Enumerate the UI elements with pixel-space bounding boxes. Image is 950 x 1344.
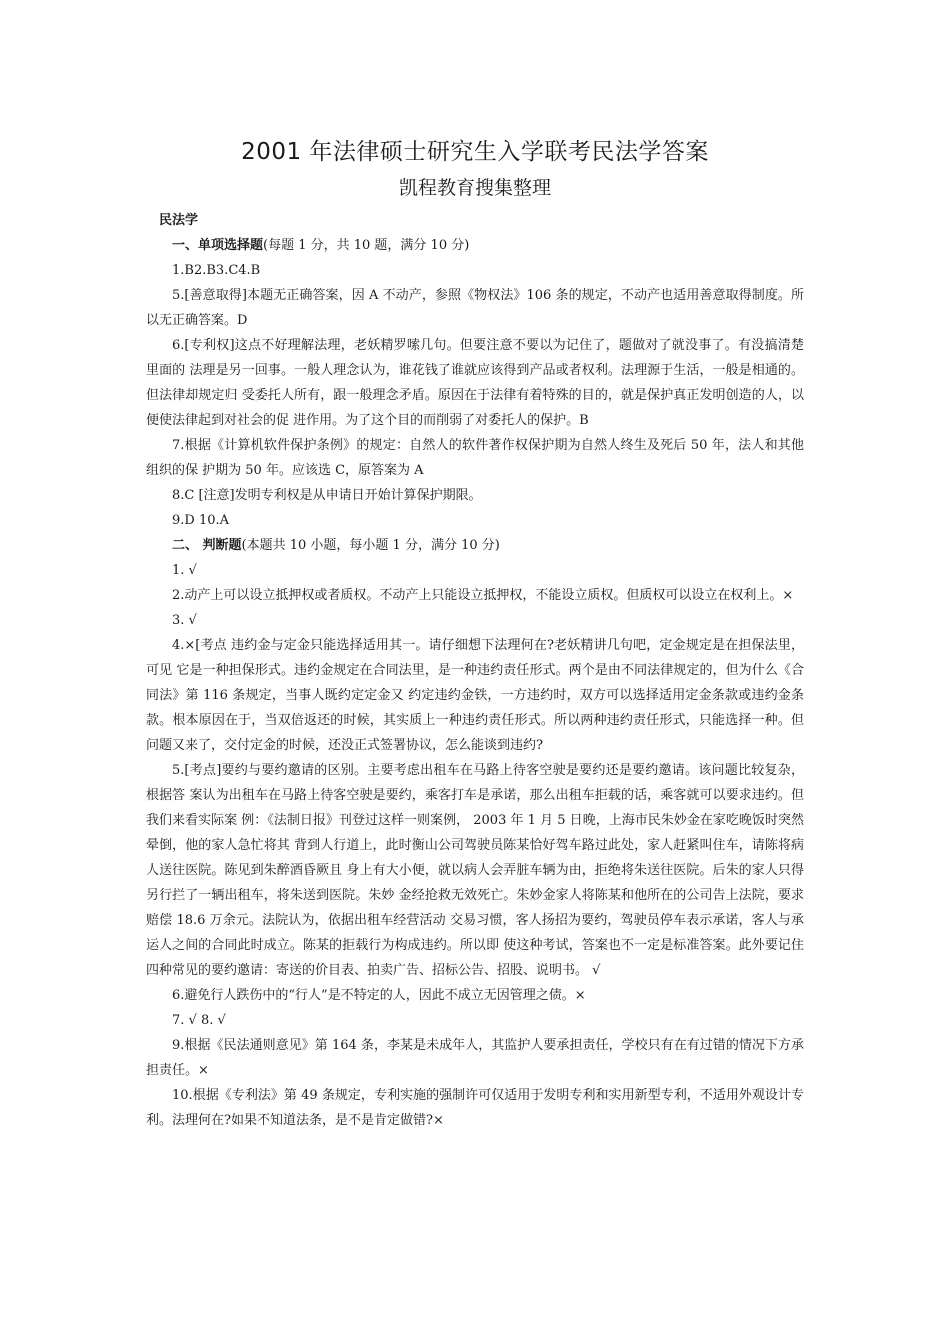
answer-item: 1.B2.B3.C4.B <box>172 263 261 278</box>
answer-item: 4.×[考点 违约金与定金只能选择适用其一。请仔细想下法理何在?老妖精讲几句吧，定金规定是在担保法里，可见 它是一种担保形式。违约金规定在合同法里，是一种违约责任形式。两个是由不同法律规定的，但为什么《合同法》第 116 条规定，当事人既约定定金又 约定违约金铁，一方违约时，双方可以选择适用定金条款或违约金条款。根本原因在于，当双倍返还的时候，其实质上一种违约责任形式。所以两种违约责任形式，只能选择一种。但问题又来了，交付定金的时候，还没正式签署协议，怎么能谈到违约? <box>146 638 804 753</box>
answer-item: 3. √ <box>172 613 197 628</box>
section1-heading-line <box>146 233 804 258</box>
answer-item: 2.动产上可以设立抵押权或者质权。不动产上只能设立抵押权，不能设立质权。但质权可以设立在权利上。× <box>172 588 794 603</box>
section2-note: (本题共 10 小题，每小题 1 分，满分 10 分) <box>241 538 500 553</box>
answer-item: 6.[专利权]这点不好理解法理，老妖精罗嗦几句。但要注意不要以为记住了，题做对了就没事了。有没搞清楚里面的 法理是另一回事。一般人理念认为，谁花钱了谁就应该得到产品或者权利。法理源于生活，一般是相通的。但法律却规定归 受委托人所有，跟一般理念矛盾。原因在于法律有着特殊的目的，就是保护真正发明创造的人，以便使法律起到对社会的促 进作用。为了这个目的而削弱了对委托人的保护。B <box>146 338 804 428</box>
section1-heading: 一、单项选择题 <box>172 238 264 253</box>
answer-item: 7. √ 8. √ <box>172 1013 226 1028</box>
section2-heading: 二、 判断题 <box>172 538 242 553</box>
answer-item: 9.D 10.A <box>172 513 230 528</box>
answer-item: 6.避免行人跌伤中的“行人”是不特定的人，因此不成立无因管理之债。× <box>172 988 586 1003</box>
document-title: 2001 年法律硕士研究生入学联考民法学答案 <box>241 139 709 165</box>
answer-item: 8.C [注意]发明专利权是从申请日开始计算保护期限。 <box>172 488 482 503</box>
answer-item: 1. √ <box>172 563 197 578</box>
section1-note: (每题 1 分，共 10 题，满分 10 分) <box>263 238 470 253</box>
answer-item: 5.[考点]要约与要约邀请的区别。主要考虑出租车在马路上待客空驶是要约还是要约邀请。该问题比较复杂，根据答 案认为出租车在马路上待客空驶是要约，乘客打车是承诺，那么出租车拒载的话，乘客就可以要求违约。但我们来看实际案 例：《法制日报》刊登过这样一则案例， 2003 年 1 月 5 日晚，上海市民朱妙金在家吃晚饭时突然晕倒，他的家人急忙将其 背到人行道上，此时衡山公司驾驶员陈某恰好驾车路过此处，家人赶紧叫住车，请陈将病人送往医院。陈见到朱醉酒昏厥且 身上有大小便，就以病人会弄脏车辆为由，拒绝将朱送往医院。后朱的家人只得另行拦了一辆出租车，将朱送到医院。朱妙 金经抢救无效死亡。朱妙金家人将陈某和他所在的公司告上法院，要求赔偿 18.6 万余元。法院认为，依据出租车经营活动 交易习惯，客人扬招为要约，驾驶员停车表示承诺，客人与承运人之间的合同此时成立。陈某的拒载行为构成违约。所以即 使这种考试，答案也不一定是标准答案。此外要记住四种常见的要约邀请：寄送的价目表、拍卖广告、招标公告、招股、说明书。 √ <box>146 763 804 978</box>
answer-item: 5.[善意取得]本题无正确答案，因 A 不动产，参照《物权法》106 条的规定，不动产也适用善意取得制度。所以无正确答案。D <box>146 288 804 328</box>
document-subtitle: 凯程教育搜集整理 <box>398 177 551 199</box>
answer-item: 9.根据《民法通则意见》第 164 条，李某是未成年人，其监护人要承担责任，学校只有在有过错的情况下方承担责任。× <box>146 1038 804 1078</box>
subject-label: 民法学 <box>159 213 199 228</box>
section2-heading-line <box>146 533 804 558</box>
answer-item: 7.根据《计算机软件保护条例》的规定：自然人的软件著作权保护期为自然人终生及死后 50 年，法人和其他组织的保 护期为 50 年。应该选 C，原答案为 A <box>146 438 804 478</box>
answer-item: 10.根据《专利法》第 49 条规定，专利实施的强制许可仅适用于发明专利和实用新型专利，不适用外观设计专利。法理何在?如果不知道法条，是不是肯定做错?× <box>146 1088 804 1128</box>
